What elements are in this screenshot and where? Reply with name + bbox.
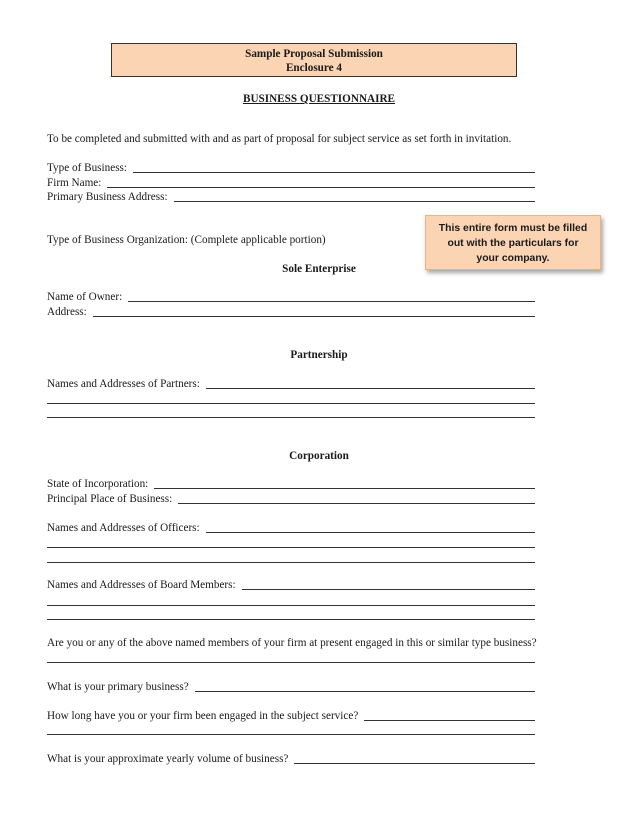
engaged-question-label: Are you or any of the above named members of your firm at present engaged in this or similar type business?	[47, 637, 537, 649]
incorporation-state-line[interactable]	[154, 487, 535, 489]
board-members-extra-line[interactable]	[47, 605, 535, 606]
partnership-heading: Partnership	[290, 349, 348, 361]
incorporation-state-label: State of Incorporation:	[47, 478, 149, 490]
partners-extra-line[interactable]	[47, 403, 535, 404]
type-of-business-field[interactable]	[47, 161, 535, 175]
engagement-duration-extra-line[interactable]	[47, 734, 535, 735]
partners-field[interactable]	[47, 377, 535, 391]
board-members-field[interactable]	[47, 578, 535, 592]
partners-line[interactable]	[206, 387, 535, 389]
owner-address-field[interactable]	[47, 305, 535, 319]
owner-address-line[interactable]	[93, 315, 535, 317]
engagement-duration-line[interactable]	[364, 719, 535, 721]
callout-line-3: your company.	[476, 253, 550, 264]
owner-name-field[interactable]	[47, 290, 535, 304]
sole-enterprise-heading: Sole Enterprise	[282, 263, 356, 275]
officers-line[interactable]	[206, 531, 535, 533]
yearly-volume-label: What is your approximate yearly volume of business?	[47, 753, 289, 765]
primary-business-label: What is your primary business?	[47, 681, 189, 693]
callout-line-1: This entire form must be filled	[438, 223, 588, 234]
type-of-business-line[interactable]	[133, 171, 535, 173]
corporation-heading: Corporation	[289, 450, 349, 462]
principal-place-field[interactable]	[47, 492, 535, 506]
document-title: BUSINESS QUESTIONNAIRE	[242, 93, 395, 105]
engagement-duration-label: How long have you or your firm been engaged in the subject service?	[47, 710, 359, 722]
type-of-business-label: Type of Business:	[47, 162, 128, 174]
organization-type-label: Type of Business Organization: (Complete applicable portion)	[47, 234, 326, 246]
principal-place-label: Principal Place of Business:	[47, 493, 173, 505]
primary-address-line[interactable]	[174, 200, 535, 202]
owner-name-label: Name of Owner:	[47, 291, 123, 303]
instruction-callout	[425, 215, 601, 270]
engaged-answer-line[interactable]	[47, 662, 535, 663]
intro-text: To be completed and submitted with and as part of proposal for subject service as set forth in invitation.	[47, 133, 512, 145]
incorporation-state-field[interactable]	[47, 477, 535, 491]
yearly-volume-field[interactable]	[47, 752, 535, 766]
principal-place-line[interactable]	[178, 502, 535, 504]
primary-business-line[interactable]	[195, 690, 535, 692]
firm-name-field[interactable]	[47, 176, 535, 190]
primary-address-field[interactable]	[47, 190, 535, 204]
owner-address-label: Address:	[47, 306, 87, 318]
officers-extra-line[interactable]	[47, 547, 535, 548]
engagement-duration-field[interactable]	[47, 709, 535, 723]
board-members-line[interactable]	[242, 588, 535, 590]
enclosure-header-box	[111, 43, 517, 77]
officers-extra-line[interactable]	[47, 562, 535, 563]
partners-label: Names and Addresses of Partners:	[47, 378, 200, 390]
partners-extra-line[interactable]	[47, 417, 535, 418]
board-members-label: Names and Addresses of Board Members:	[47, 579, 236, 591]
header-line-2: Enclosure 4	[285, 62, 343, 74]
callout-line-2: out with the particulars for	[447, 238, 579, 249]
primary-address-label: Primary Business Address:	[47, 191, 168, 203]
firm-name-line[interactable]	[107, 186, 535, 188]
header-line-1: Sample Proposal Submission	[245, 48, 383, 60]
owner-name-line[interactable]	[128, 300, 535, 302]
officers-field[interactable]	[47, 521, 535, 535]
primary-business-field[interactable]	[47, 680, 535, 694]
officers-label: Names and Addresses of Officers:	[47, 522, 200, 534]
board-members-extra-line[interactable]	[47, 619, 535, 620]
yearly-volume-line[interactable]	[294, 762, 535, 764]
firm-name-label: Firm Name:	[47, 177, 102, 189]
